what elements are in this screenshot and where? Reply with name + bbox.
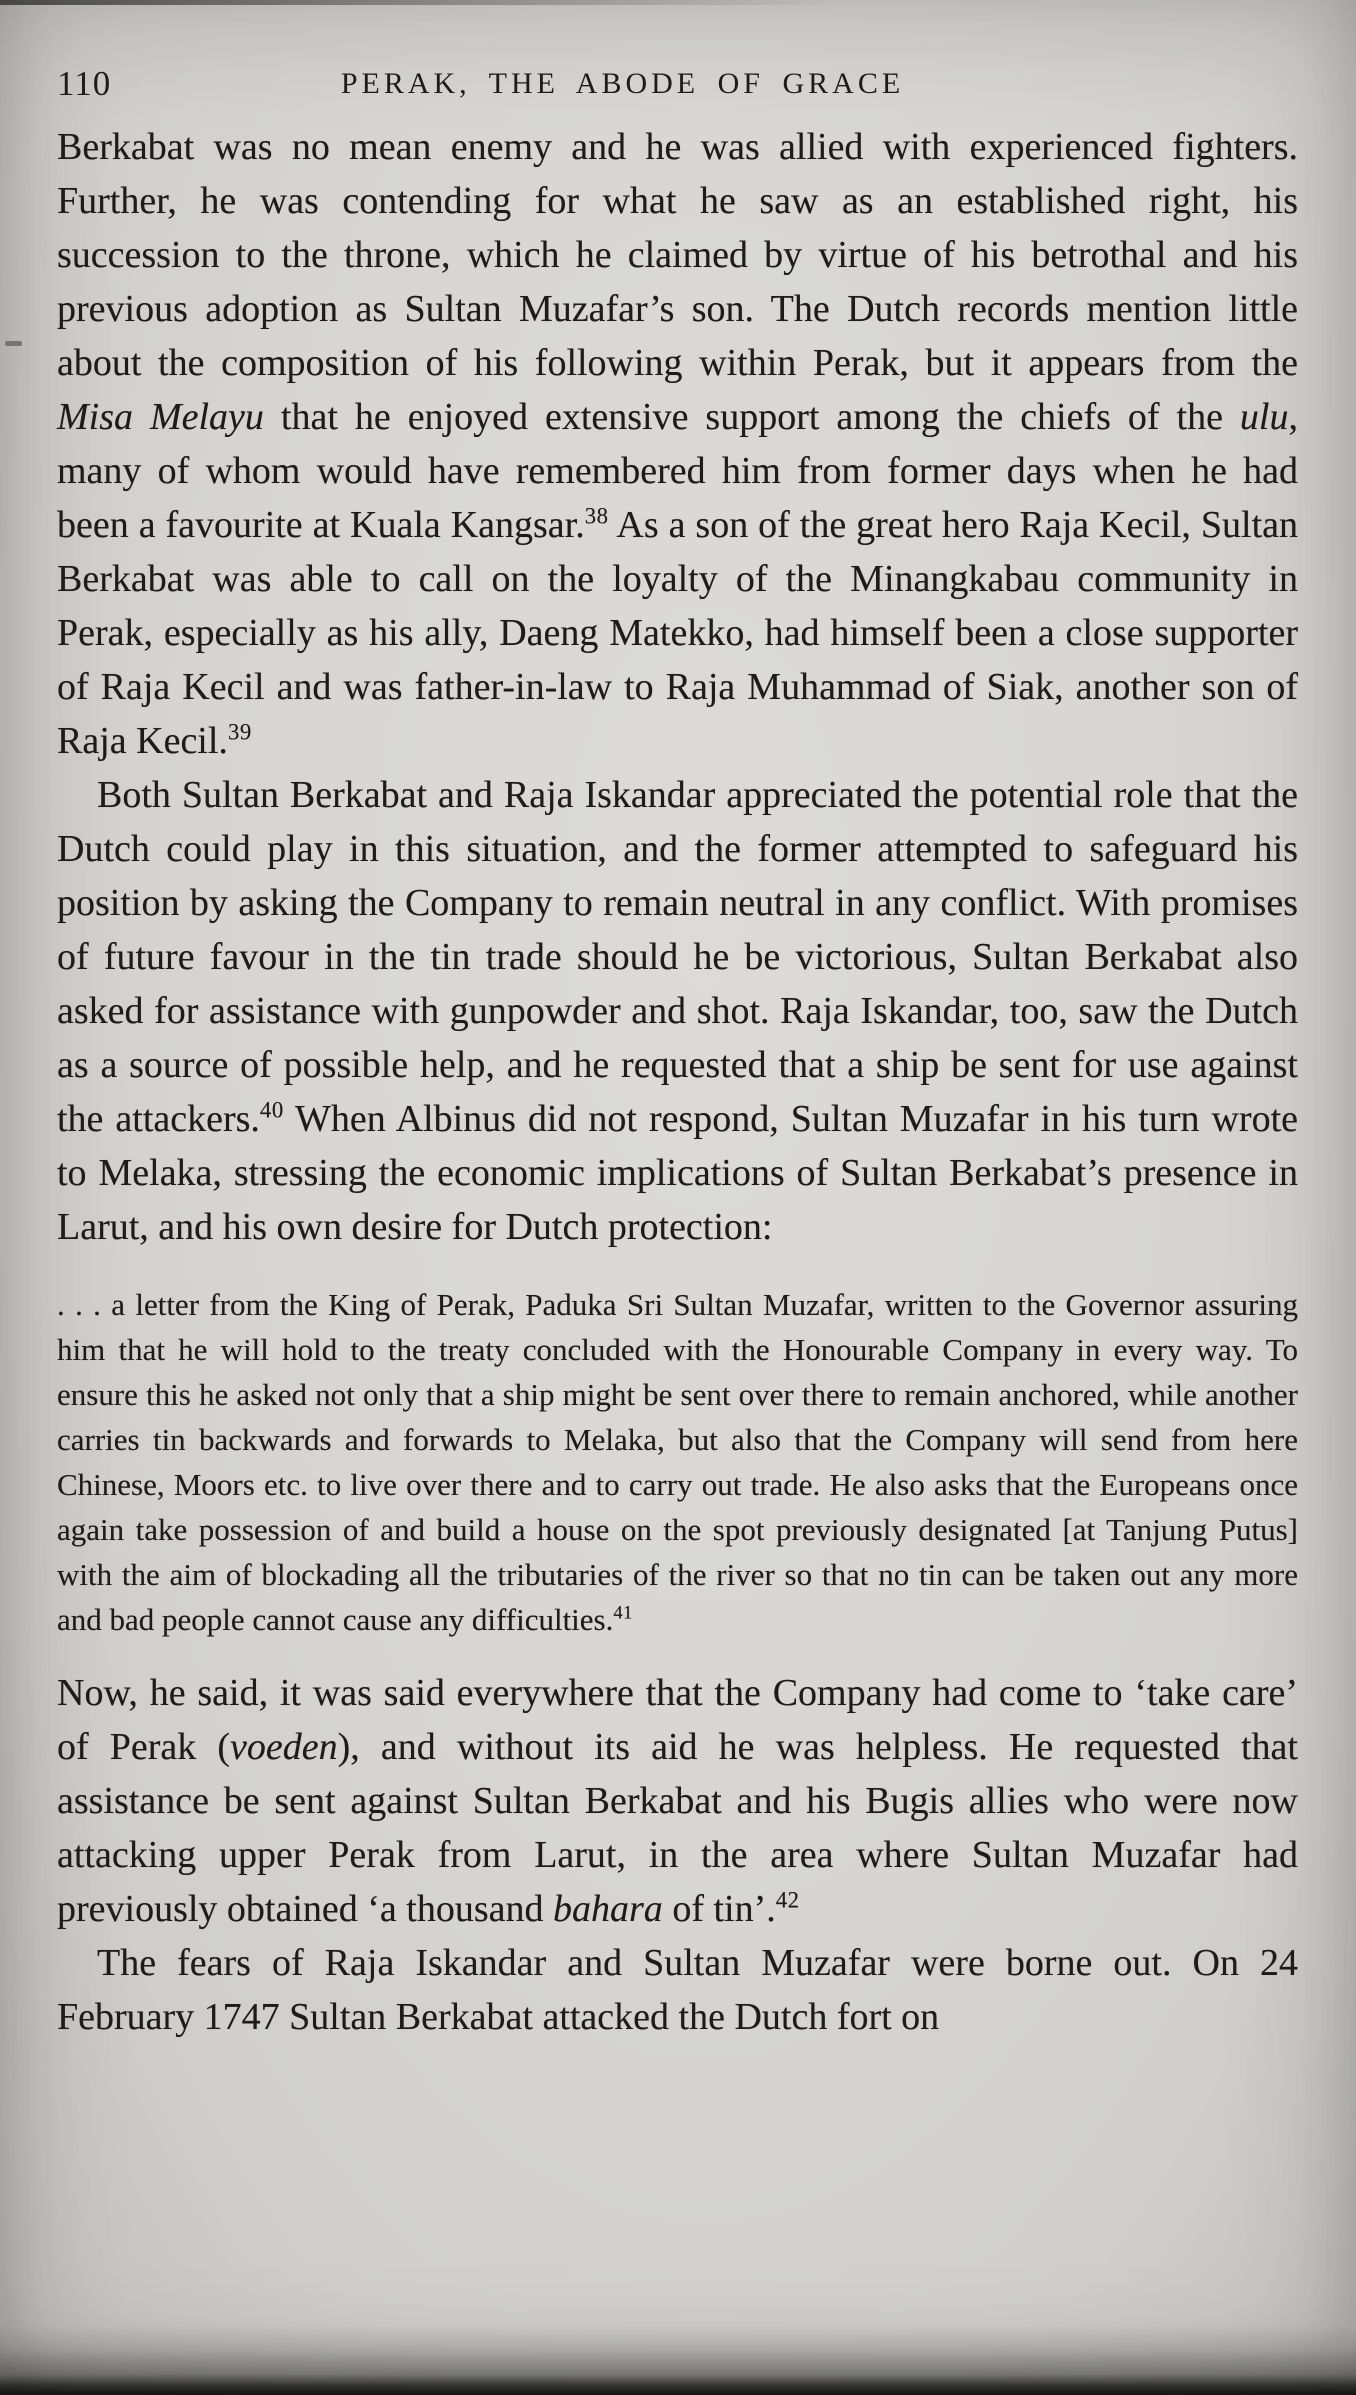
text-blocks xyxy=(57,120,1298,2044)
block-quote xyxy=(57,1282,1298,1642)
text-run: The fears of Raja Iskandar and Sultan Muzafar were borne out. On 24 February 1747 Sultan Berkabat attacked the Dutch fort on xyxy=(57,1942,1298,2038)
text-run: ), and without its aid he was helpless. He requested that assistance be sent against Sultan Berkabat and his Bugis allies who were now attacking upper Perak from Larut, in the area where Sultan Muzafar had previously obtained ‘a thousand xyxy=(57,1726,1298,1930)
italic-term: voeden xyxy=(230,1726,338,1768)
running-head: PERAK, THE ABODE OF GRACE xyxy=(340,67,905,100)
text-run: of tin’. xyxy=(662,1888,776,1930)
italic-term: Misa Melayu xyxy=(57,396,264,438)
scan-artifact-dash xyxy=(5,341,22,346)
italic-term: bahara xyxy=(553,1888,663,1930)
text-run: that he enjoyed extensive support among the chiefs of the xyxy=(263,396,1240,438)
footnote-marker: 42 xyxy=(775,1887,800,1913)
page-number: 110 xyxy=(57,64,112,103)
paragraph xyxy=(57,1936,1298,2044)
text-run: Berkabat was no mean enemy and he was allied with experienced fighters. Further, he was contending for what he saw as an established right, his succession to the throne, which he claimed by virtue of his betrothal and his previous adoption as Sultan Muzafar’s son. The Dutch records mention little about the composition of his following within Perak, but it appears from the xyxy=(57,126,1298,384)
page-header xyxy=(57,62,1298,108)
text-run: As a son of the great hero Raja Kecil, Sultan Berkabat was able to call on the loyalty of the Minangkabau community in Perak, especially as his ally, Daeng Matekko, had himself been a close supporter of Raja Kecil and was father-in-law to Raja Muhammad of Siak, another son of Raja Kecil. xyxy=(57,504,1298,762)
footnote-marker: 39 xyxy=(227,719,252,745)
text-run: , many of whom would have remembered him from former days when he had been a favourite at Kuala Kangsar. xyxy=(57,396,1298,546)
footnote-marker: 41 xyxy=(613,1602,633,1624)
paragraph xyxy=(57,768,1298,1254)
text-run: Now, he said, it was said everywhere that the Company had come to ‘take care’ of Perak ( xyxy=(57,1672,1298,1768)
text-run: Both Sultan Berkabat and Raja Iskandar appreciated the potential role that the Dutch could play in this situation, and the former attempted to safeguard his position by asking the Company to remain neutral in any conflict. With promises of future favour in the tin trade should he be victorious, Sultan Berkabat also asked for assistance with gunpowder and shot. Raja Iskandar, too, saw the Dutch as a source of possible help, and he requested that a ship be sent for use against the attackers. xyxy=(57,774,1298,1140)
footnote-marker: 38 xyxy=(584,503,609,529)
italic-term: ulu xyxy=(1239,396,1289,438)
text-run: . . . a letter from the King of Perak, Paduka Sri Sultan Muzafar, written to the Governor assuring him that he will hold to the treaty concluded with the Honourable Company in every way. To ensure this he asked not only that a ship might be sent over there to remain anchored, while another carries tin backwards and forwards to Melaka, but also that the Company will send from here Chinese, Moors etc. to live over there and to carry out trade. He also asks that the Europeans once again take possession of and build a house on the spot previously designated [at Tanjung Putus] with the aim of blockading all the tributaries of the river so that no tin can be taken out any more and bad people cannot cause any difficulties. xyxy=(57,1287,1298,1637)
footnote-marker: 40 xyxy=(259,1097,284,1123)
paragraph xyxy=(57,120,1298,768)
text-run: When Albinus did not respond, Sultan Muzafar in his turn wrote to Melaka, stressing the economic implications of Sultan Berkabat’s presence in Larut, and his own desire for Dutch protection: xyxy=(57,1098,1298,1248)
paragraph xyxy=(57,1666,1298,1936)
